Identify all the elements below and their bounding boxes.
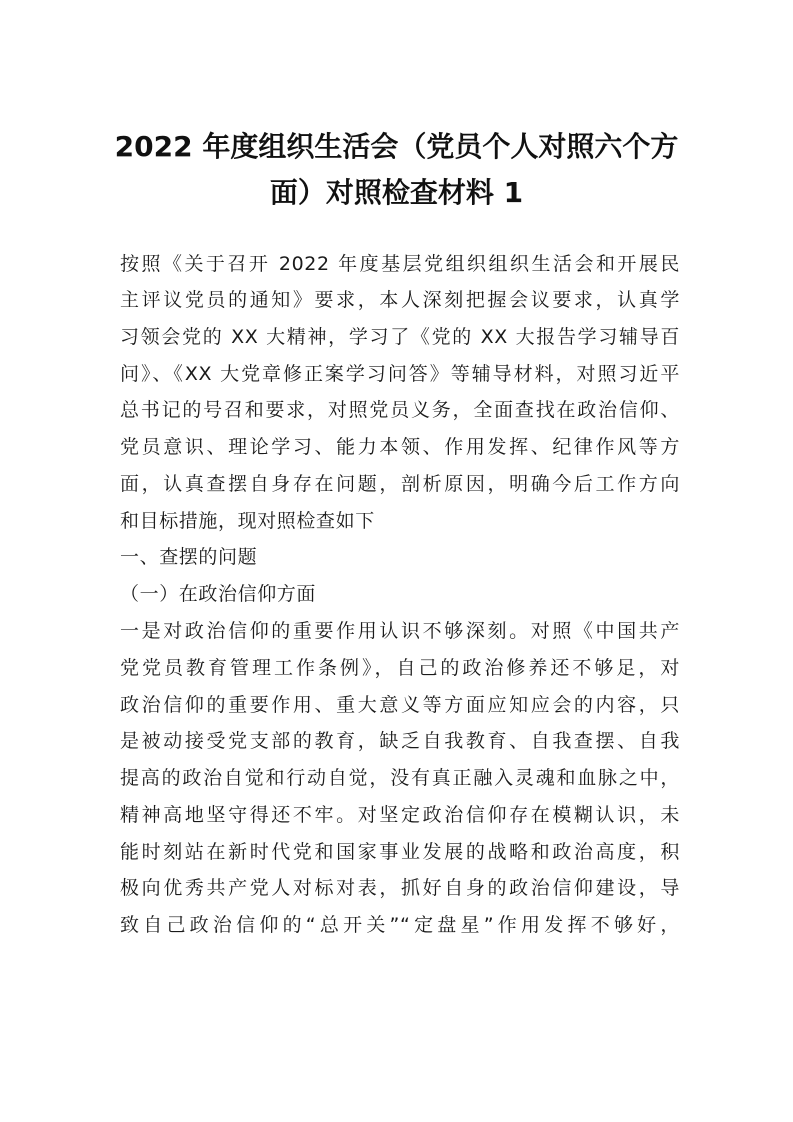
body-line: 致自己政治信仰的“总开关”“定盘星”作用发挥不够好， <box>120 914 680 936</box>
document-title-line-2: 面）对照检查材料 1 <box>269 176 524 209</box>
body-line: 和目标措施，现对照检查如下 <box>120 510 375 532</box>
subsection-heading: （一）在政治信仰方面 <box>120 583 317 605</box>
body-line: 习领会党的 XX 大精神，学习了《党的 XX 大报告学习辅导百 <box>120 326 680 348</box>
body-line: 提高的政治自觉和行动自觉，没有真正融入灵魂和血脉之中， <box>120 767 680 789</box>
body-line: 按照《关于召开 2022 年度基层党组织组织生活会和开展民 <box>120 253 680 275</box>
body-line: 是被动接受党支部的教育，缺乏自我教育、自我查摆、自我 <box>120 730 680 752</box>
body-line: 面，认真查摆自身存在问题，剖析原因，明确今后工作方向 <box>120 473 680 495</box>
body-line: 能时刻站在新时代党和国家事业发展的战略和政治高度，积 <box>120 841 680 863</box>
body-line: 问》、《XX 大党章修正案学习问答》等辅导材料，对照习近平 <box>120 363 680 385</box>
section-heading: 一、查摆的问题 <box>120 546 258 568</box>
body-line: 党员意识、理论学习、能力本领、作用发挥、纪律作风等方 <box>120 436 680 458</box>
body-line: 总书记的号召和要求，对照党员义务，全面查找在政治信仰、 <box>120 399 680 421</box>
document-title-line-1: 2022 年度组织生活会（党员个人对照六个方 <box>114 130 679 163</box>
body-line: 极向优秀共产党人对标对表，抓好自身的政治信仰建设，导 <box>120 877 680 899</box>
body-line: 主评议党员的通知》要求，本人深刻把握会议要求，认真学 <box>120 289 680 311</box>
body-line: 政治信仰的重要作用、重大意义等方面应知应会的内容，只 <box>120 694 680 716</box>
body-line: 一是对政治信仰的重要作用认识不够深刻。对照《中国共产 <box>120 620 680 642</box>
body-line: 精神高地坚守得还不牢。对坚定政治信仰存在模糊认识，未 <box>120 804 680 826</box>
body-line: 党党员教育管理工作条例》，自己的政治修养还不够足，对 <box>120 657 680 679</box>
